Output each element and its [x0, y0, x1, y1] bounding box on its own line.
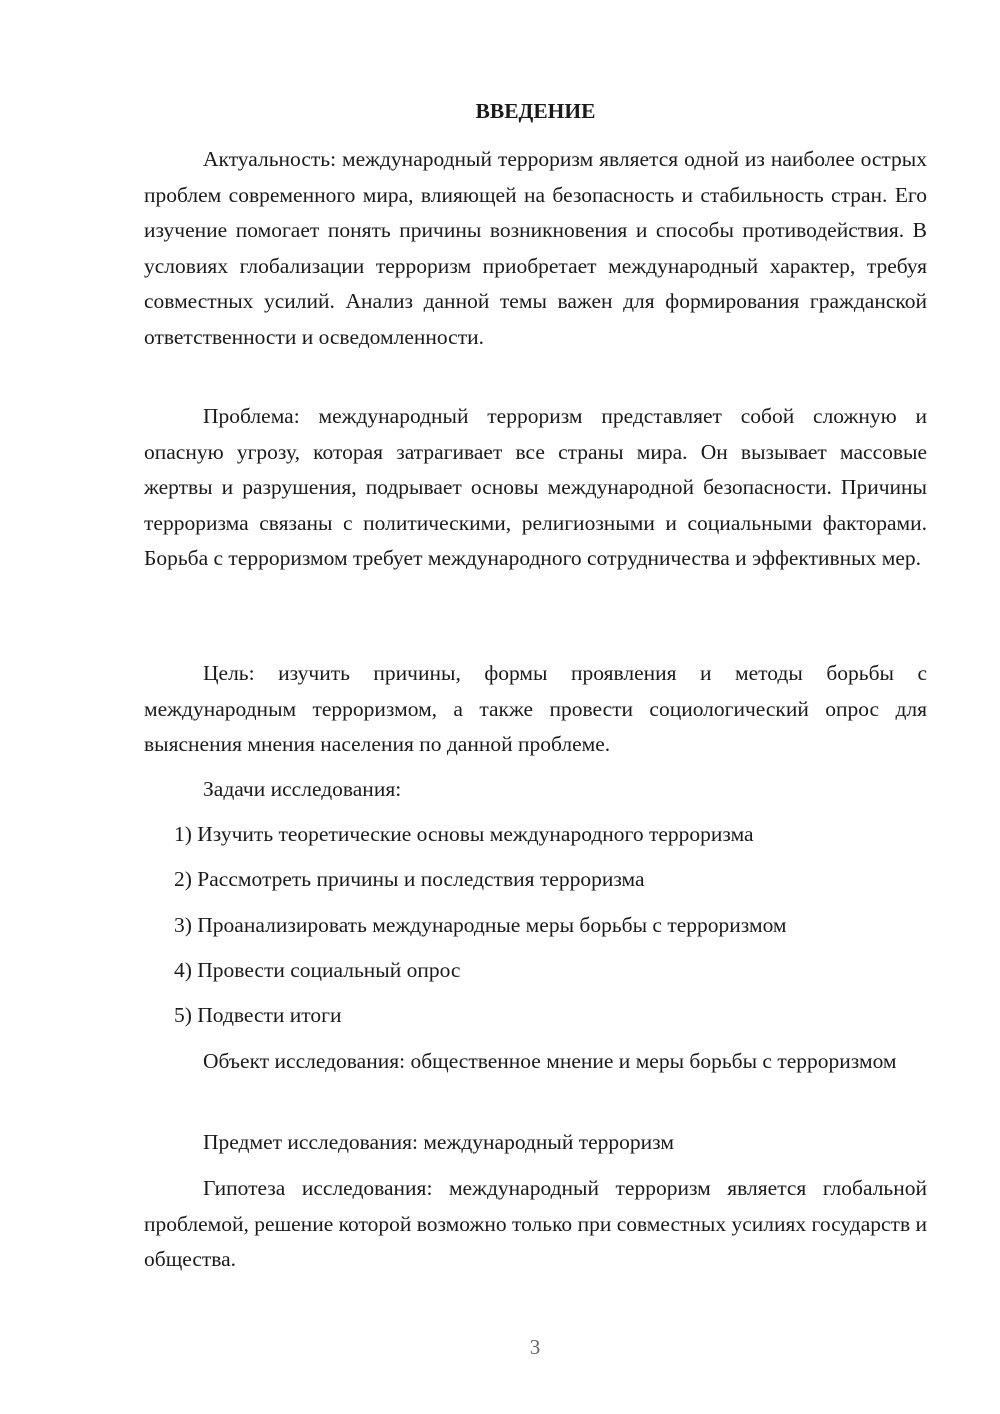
tasks-title: Задачи исследования: [203, 777, 402, 801]
task-item-2: 2) Рассмотреть причины и последствия терроризма [174, 867, 645, 891]
task-item-3: 3) Проанализировать международные меры борьбы с терроризмом [174, 913, 787, 937]
page-number: 3 [529, 1335, 541, 1359]
relevance-paragraph: Актуальность: международный терроризм является одной из наиболее острых проблем современного мира, влияющей на безопасность и стабильность стран. Его изучение помогает понять причины возникновения и способы противодействия. В условиях глобализации терроризм приобретает международный характер, требуя совместных усилий. Анализ данной темы важен для формирования гражданской ответственности и осведомленности. [144, 147, 927, 349]
subject-paragraph: Предмет исследования: международный терроризм [203, 1130, 674, 1154]
task-item-4: 4) Провести социальный опрос [174, 958, 461, 982]
task-item-1: 1) Изучить теоретические основы международного терроризма [174, 822, 754, 846]
hypothesis-paragraph: Гипотеза исследования: международный терроризм является глобальной проблемой, решение которой возможно только при совместных усилиях государств и общества. [144, 1176, 927, 1271]
problem-paragraph: Проблема: международный терроризм представляет собой сложную и опасную угрозу, которая затрагивает все страны мира. Он вызывает массовые жертвы и разрушения, подрывает основы международной безопасности. Причины терроризма связаны с политическими, религиозными и социальными факторами. Борьба с терроризмом требует международного сотрудничества и эффективных мер. [144, 404, 927, 570]
goal-paragraph: Цель: изучить причины, формы проявления и методы борьбы с международным терроризмом, а также провести социологический опрос для выяснения мнения населения по данной проблеме. [144, 661, 927, 756]
task-item-5: 5) Подвести итоги [174, 1003, 342, 1027]
section-heading: ВВЕДЕНИЕ [475, 99, 596, 123]
object-paragraph: Объект исследования: общественное мнение и меры борьбы с терроризмом [203, 1049, 897, 1073]
